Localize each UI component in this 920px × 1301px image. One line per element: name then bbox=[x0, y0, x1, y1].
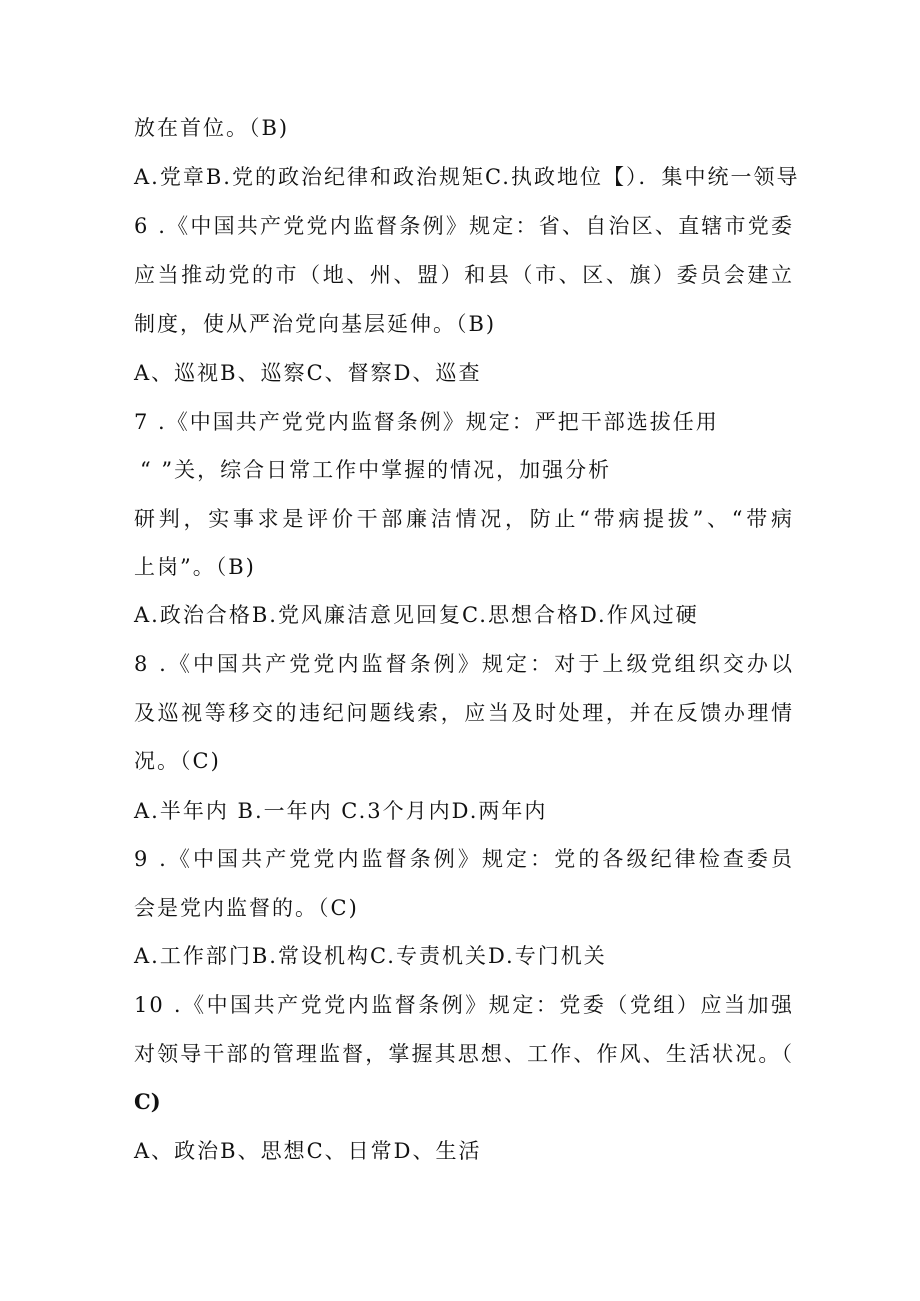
question-5-answer-line: 放在首位。（B) bbox=[134, 116, 290, 140]
question-8-line-2: 及巡视等移交的违纪问题线索，应当及时处理，并在反馈办理情 bbox=[134, 701, 794, 725]
question-9-line-1: 9 .《中国共产党党内监督条例》规定：党的各级纪律检查委员 bbox=[134, 847, 794, 871]
question-6-line-2: 应当推动党的市（地、州、盟）和县（市、区、旗）委员会建立 bbox=[134, 263, 794, 287]
question-8-line-3: 况。（C) bbox=[134, 749, 221, 773]
question-9-line-2: 会是党内监督的。（C) bbox=[134, 896, 359, 920]
question-10-answer: C) bbox=[134, 1089, 161, 1114]
question-10-line-1: 10 .《中国共产党党内监督条例》规定：党委（党组）应当加强 bbox=[134, 993, 794, 1017]
question-7-line-4: 上岗”。（B) bbox=[134, 555, 256, 579]
question-6-line-1: 6 .《中国共产党党内监督条例》规定：省、自治区、直辖市党委 bbox=[134, 214, 794, 238]
question-8-line-1: 8 .《中国共产党党内监督条例》规定：对于上级党组织交办以 bbox=[134, 652, 794, 676]
question-5-options: A.党章B.党的政治纪律和政治规矩C.执政地位【）．集中统一领导 bbox=[134, 165, 800, 189]
question-10-line-2: 对领导干部的管理监督，掌握其思想、工作、作风、生活状况。（ bbox=[134, 1042, 794, 1066]
question-7-line-3: 研判，实事求是评价干部廉洁情况，防止“带病提拔”、“带病 bbox=[134, 507, 794, 531]
question-7-line-2: “ ”关，综合日常工作中掌握的情况，加强分析 bbox=[140, 458, 612, 482]
question-6-line-3: 制度，使从严治党向基层延伸。（B) bbox=[134, 312, 497, 336]
question-8-options: A.半年内 B.一年内 C.3个月内D.两年内 bbox=[134, 799, 548, 823]
question-7-options: A.政治合格B.党风廉洁意见回复C.思想合格D.作风过硬 bbox=[134, 603, 699, 627]
question-10-options: A、政治B、思想C、日常D、生活 bbox=[134, 1139, 482, 1163]
question-7-line-1: 7 .《中国共产党党内监督条例》规定：严把干部选拔任用 bbox=[134, 410, 719, 434]
question-9-options: A.工作部门B.常设机构C.专责机关D.专门机关 bbox=[134, 944, 607, 968]
question-6-options: A、巡视B、巡察C、督察D、巡查 bbox=[134, 361, 482, 385]
